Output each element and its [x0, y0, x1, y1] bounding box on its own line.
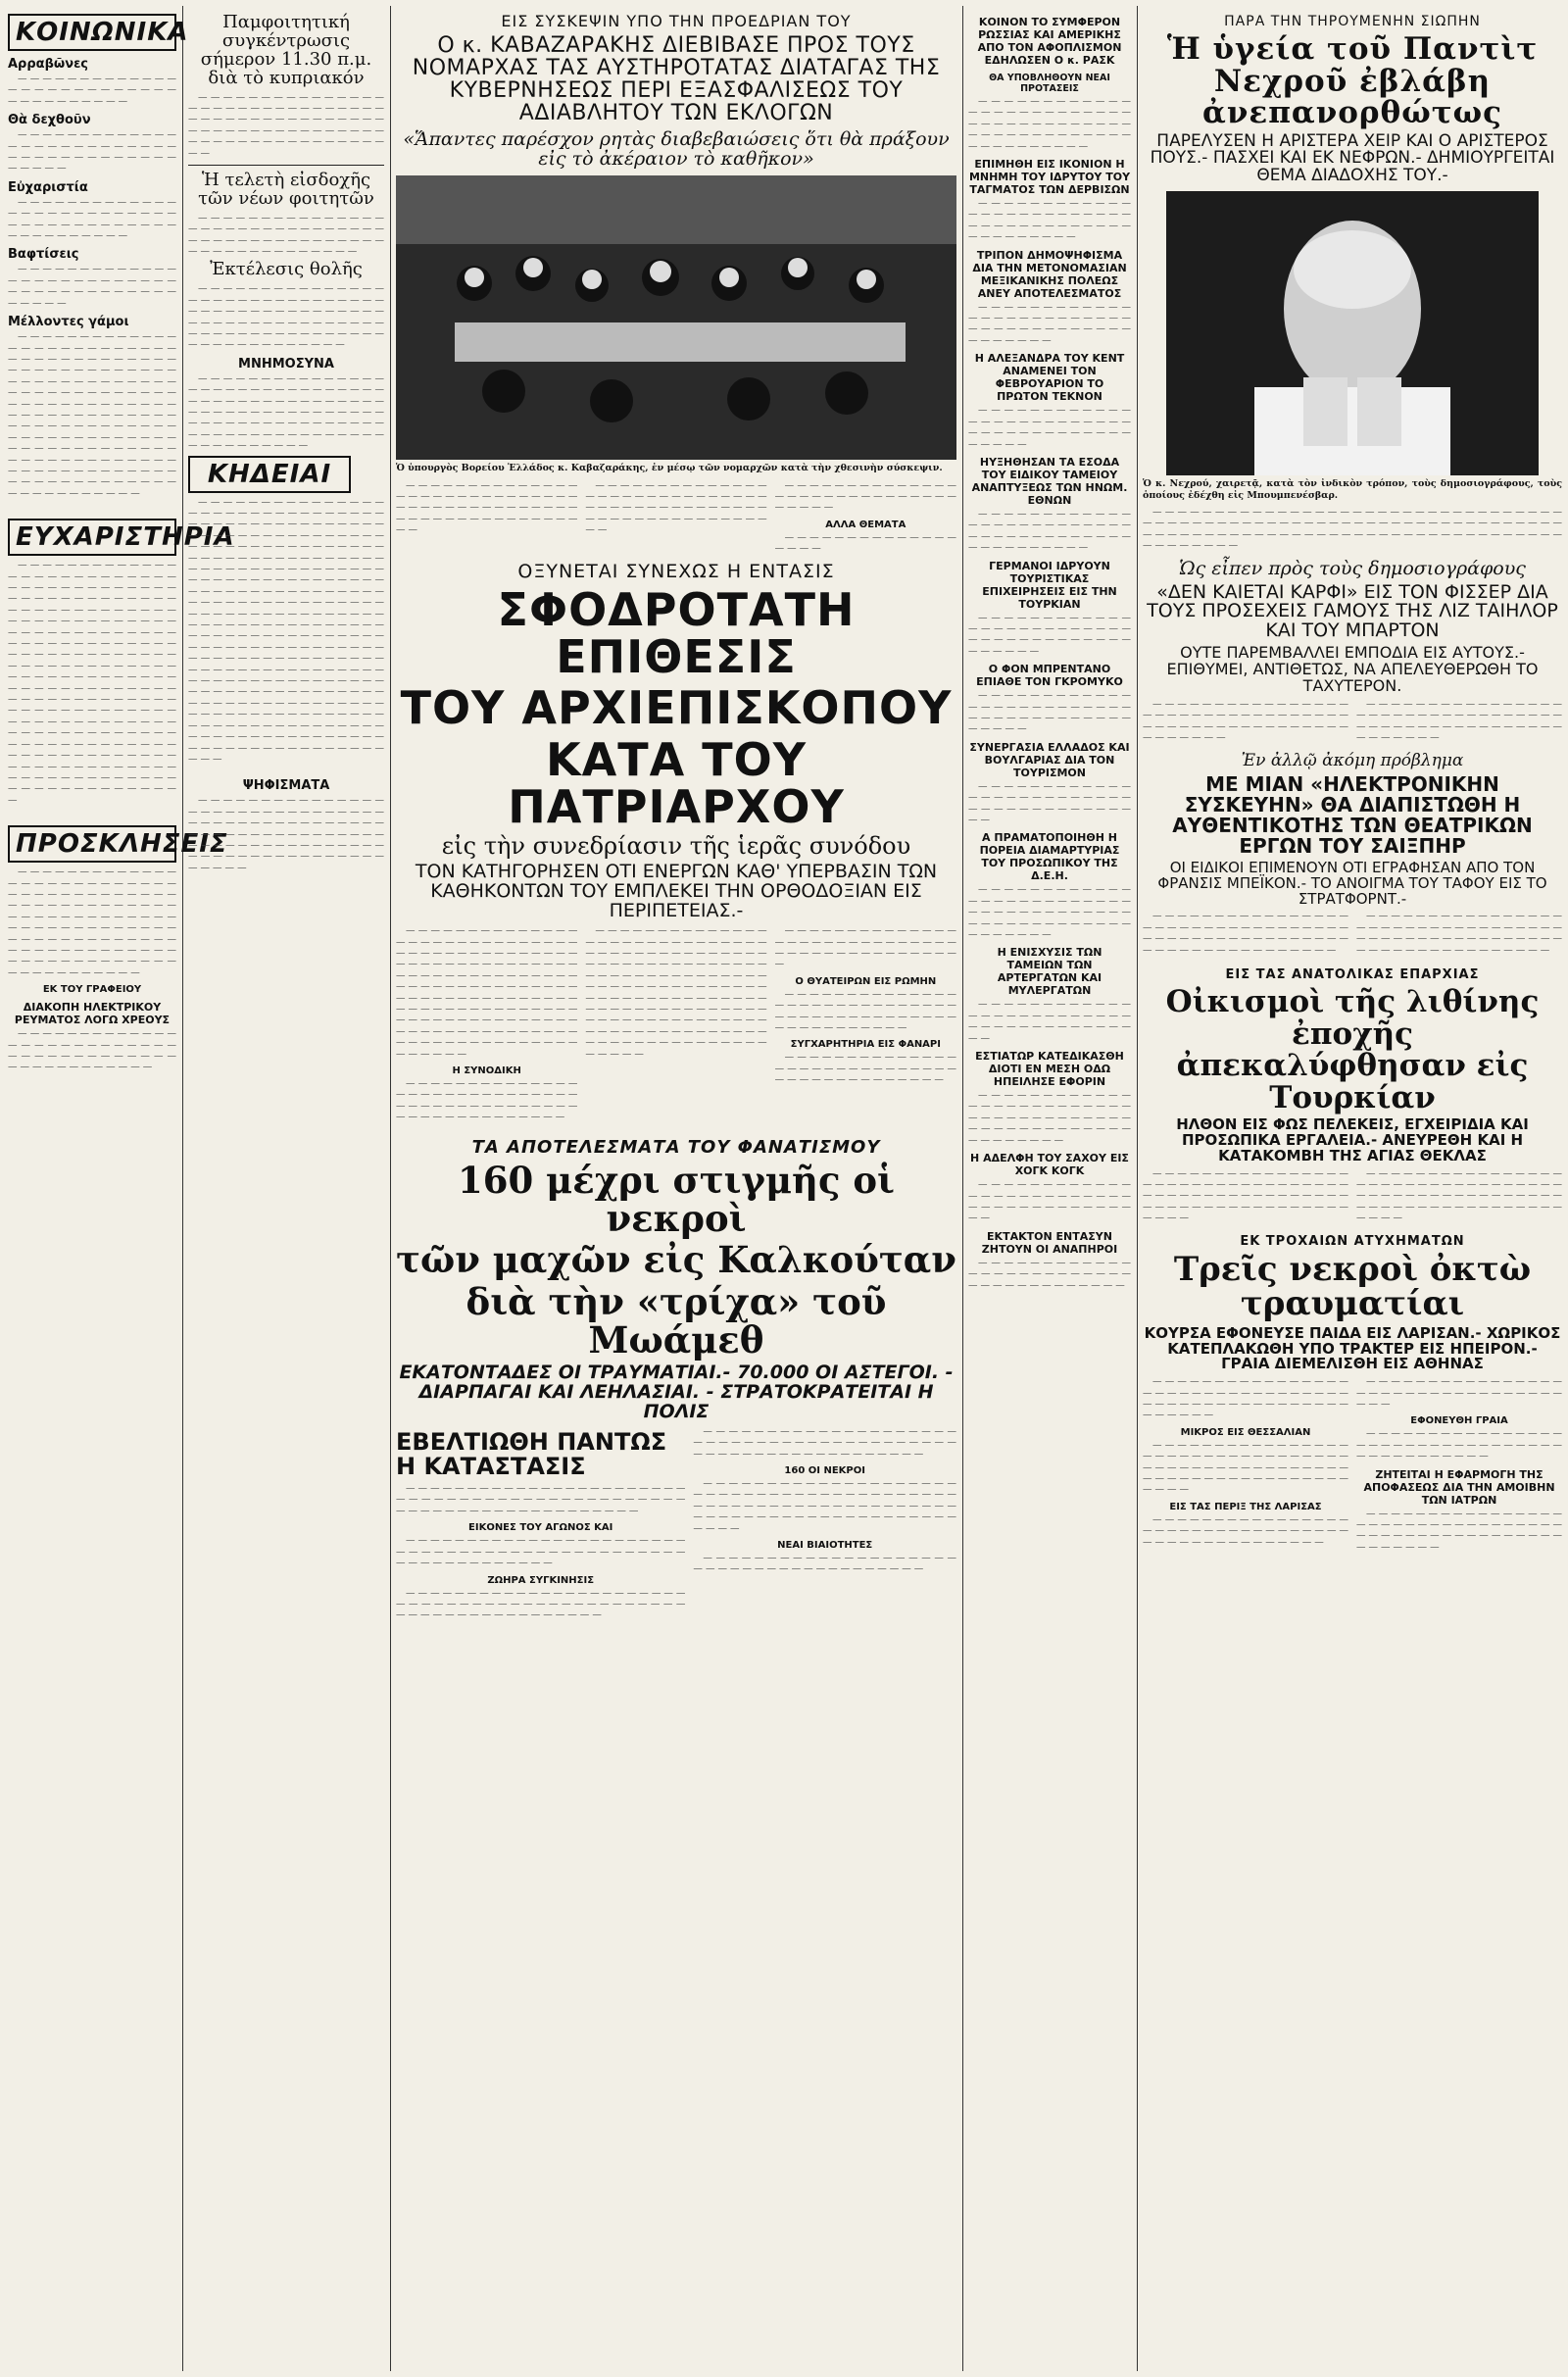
subhead-baptisms: Βαφτίσεις: [8, 247, 79, 263]
nehru-photo: [1166, 191, 1539, 475]
headline-disabled: ΕΚΤΑΚΤΟΝ ΕΝΤΑΣΥΝ ΖΗΤΟΥΝ ΟΙ ΑΝΑΠΗΡΟΙ: [981, 1229, 1118, 1256]
section-title-invitations: ΠΡΟΣΚΛΗΣΕΙΣ: [8, 825, 176, 863]
kicker-nehru: ΠΑΡΑ ΤΗΝ ΤΗΡΟΥΜΕΝΗΝ ΣΙΩΠΗΝ: [1224, 14, 1481, 29]
subhead-new-violence: ΝΕΑΙ ΒΙΑΙΟΤΗΤΕΣ: [777, 1539, 873, 1551]
kicker-meeting: ΕΙΣ ΣΥΣΚΕΨΙΝ ΥΠΟ ΤΗΝ ΠΡΟΕΔΡΙΑΝ ΤΟΥ: [501, 12, 852, 30]
subhead-thanks: Εὐχαριστία: [8, 179, 88, 195]
headline-alexandra: Η ΑΛΕΞΑΝΔΡΑ ΤΟΥ ΚΕΝΤ ΑΝΑΜΕΝΕΙ ΤΟΝ ΦΕΒΡΟΥΑΡΙΟΝ ΤΟ ΠΡΩΤΟΝ ΤΕΚΝΟΝ: [974, 352, 1125, 404]
column-social: ΚΟΙΝΩΝΙΚΑ Αρραβῶνες — — — — — — — — — — — — — — — — — — — — — — — — — — — — — — — — — — — — Θὰ δεχθοῦν — — — — — — — — — — — — — — — — — — — — — — — — — — — — — — — — — — — — — — — — — — — — Εὐχαριστία — — — — — — — — — — — — — — — — — — — — — — — — — — — — — — — — — — — — — — — — — — — — — — — — — Βαφτίσεις — — — — — — — — — — — — — — — — — — — — — — — — — — — — — — — — — — — — — — — — — — — — Μέλλοντες γάμοι — — — — — — — — — — — — — — — — — — — — — — — — — — — — — — — — — — — — — — — — — — — — — — — — — — — — — — — — — — — — — — — — — — — — — — — — — — — — — — — — — — — — — — — — — — — — — — — — — — — — — — — — — — — — — — — — — — — — — — — — — — — — — — — — — — — — — — — — — — — — — — — — — — — — — — — — — — — — — — — — — — — — — — — — — — — — — — — — — — — — — — — — — — — — — — — — — ΕΥΧΑΡΙΣΤΗΡΙΑ — — — — — — — — — — — — — — — — — — — — — — — — — — — — — — — — — — — — — — — — — — — — — — — — — — — — — — — — — — — — — — — — — — — — — — — — — — — — — — — — — — — — — — — — — — — — — — — — — — — — — — — — — — — — — — — — — — — — — — — — — — — — — — — — — — — — — — — — — — — — — — — — — — — — — — — — — — — — — — — — — — — — — — — — — — — — — — — — — — — — — — — — — — — — — — — — — — — — — — — — — — — — — — — — — — — — — — — — — — — — — — — — — — — — — — — — — — — — — — — — — — — — — — — — — — — — — — — — — — — — — — — — — — — — — — — — — — ΠΡΟΣΚΛΗΣΕΙΣ — — — — — — — — — — — — — — — — — — — — — — — — — — — — — — — — — — — — — — — — — — — — — — — — — — — — — — — — — — — — — — — — — — — — — — — — — — — — — — — — — — — — — — — — — — — — — — — — — — — — — — — — — — — — — — — — — — — — — — — — — — — — — — — — ΕΚ ΤΟΥ ΓΡΑΦΕΙΟΥ ΔΙΑΚΟΠΗ ΗΛΕΚΤΡΙΚΟΥ ΡΕΥΜΑΤΟΣ ΛΟΓΩ ΧΡΕΟΥΣ — — — — — — — — — — — — — — — — — — — — — — — — — — — — — — — — — — — — — — — — — — — — — — — — — — —: [8, 10, 176, 2377]
deck-shakespeare: ΟΙ ΕΙΔΙΚΟΙ ΕΠΙΜΕΝΟΥΝ ΟΤΙ ΕΓΡΑΦΗΣΑΝ ΑΠΟ ΤΟΝ ΦΡΑΝΣΙΣ ΜΠΕΪΚΟΝ.- ΤΟ ΑΝΟΙΓΜΑ ΤΟΥ ΤΑΦΟΥ ΕΙΣ ΤΟ ΣΤΡΑΤΦΟΡΝΤ.-: [1157, 859, 1547, 908]
headline-execution: Ἐκτέλεσις θολῆς: [210, 259, 363, 280]
headline-attack-2: ΤΟΥ ΑΡΧΙΕΠΙΣΚΟΠΟΥ: [400, 681, 953, 735]
kicker-accidents: ΕΚ ΤΡΟΧΑΙΩΝ ΑΤΥΧΗΜΑΤΩΝ: [1240, 1233, 1465, 1249]
subhead-emotion: ΖΩΗΡΑ ΣΥΓΚΙΝΗΣΙΣ: [487, 1574, 595, 1586]
headline-fisher: «ΔΕΝ ΚΑΙΕΤΑΙ ΚΑΡΦΙ» ΕΙΣ ΤΟΝ ΦΙΣΣΕΡ ΔΙΑ ΤΟΥΣ ΠΡΟΣΕΧΕΙΣ ΓΑΜΟΥΣ ΤΗΣ ΛΙΖ ΤΑΙΗΛΟΡ ΚΑΙ ΤΟΥ ΜΠΑΡΤΟΝ: [1147, 580, 1558, 642]
headline-germans-turkey: ΓΕΡΜΑΝΟΙ ΙΔΡΥΟΥΝ ΤΟΥΡΙΣΤΙΚΑΣ ΕΠΙΧΕΙΡΗΣΕΙΣ ΕΙΣ ΤΗΝ ΤΟΥΡΚΙΑΝ: [982, 559, 1117, 611]
headline-student-induction: Ἡ τελετὴ εἰσδοχῆς τῶν νέων φοιτητῶν: [198, 170, 374, 209]
headline-attack-3: ΚΑΤΑ ΤΟΥ ΠΑΤΡΙΑΡΧΟΥ: [508, 732, 845, 833]
column-rule: [1137, 6, 1138, 2371]
heading-resolutions: ΨΗΦΙΣΜΑΤΑ: [242, 778, 330, 794]
subhead-other-topics: ΑΛΛΑ ΘΕΜΑΤΑ: [825, 519, 906, 530]
power-cut-notice: ΔΙΑΚΟΠΗ ΗΛΕΚΤΡΙΚΟΥ ΡΕΥΜΑΤΟΣ ΛΟΓΩ ΧΡΕΟΥΣ: [14, 1001, 171, 1027]
headline-mexico: ΤΡΙΠΟΝ ΔΗΜΟΨΗΦΙΣΜΑ ΔΙΑ ΤΗΝ ΜΕΤΟΝΟΜΑΣΙΑΝ ΜΕΞΙΚΑΝΙΚΗΣ ΠΟΛΕΩΣ ΑΝΕΥ ΑΠΟΤΕΛΕΣΜΑΤΟΣ: [972, 248, 1127, 300]
nehru-photo-caption: Ὁ κ. Νεχρού, χαιρετᾷ, κατὰ τὸν ἰνδικὸν τρόπον, τοὺς δημοσιογράφους, τοὺς ὁποίους ἐδέχθη εἰς Μπουμπενέσβαρ.: [1143, 478, 1562, 501]
column-right-front: ΠΑΡΑ ΤΗΝ ΤΗΡΟΥΜΕΝΗΝ ΣΙΩΠΗΝ Ἡ ὑγεία τοῦ Παντὶτ Νεχροῦ ἐβλάβη ἀνεπανορθώτως ΠΑΡΕΛΥΣΕΝ Η ΑΡΙΣΤΕΡΑ ΧΕΙΡ ΚΑΙ Ο ΑΡΙΣΤΕΡΟΣ ΠΟΥΣ.- ΠΑΣΧΕΙ ΚΑΙ ΕΚ ΝΕΦΡΩΝ.- ΔΗΜΙΟΥΡΓΕΙΤΑΙ ΘΕΜΑ ΔΙΑΔΟΧΗΣ ΤΟΥ.- Ὁ κ. Νεχρού, χαιρετᾷ, κατὰ τὸν ἰνδικὸν τρόπον, τοὺς δημοσιογράφους, τοὺς ὁποίους ἐδέχθη εἰς Μπουμπενέσβαρ. — — — — — — — — — — — — — — — — — — — — — — — — — — — — — — — — — — — — — — — — — — — — — — — — — — — — — — — — — — — — — — — — — — — — — — — — — — — — — — — — — — — — — — — — — — — — — — — — — — — — — — — — — — — — — Ὡς εἶπεν πρὸς τοὺς δημοσιογράφους «ΔΕΝ ΚΑΙΕΤΑΙ ΚΑΡΦΙ» ΕΙΣ ΤΟΝ ΦΙΣΣΕΡ ΔΙΑ ΤΟΥΣ ΠΡΟΣΕΧΕΙΣ ΓΑΜΟΥΣ ΤΗΣ ΛΙΖ ΤΑΙΗΛΟΡ ΚΑΙ ΤΟΥ ΜΠΑΡΤΟΝ ΟΥΤΕ ΠΑΡΕΜΒΑΛΛΕΙ ΕΜΠΟΔΙΑ ΕΙΣ ΑΥΤΟΥΣ.- ΕΠΙΘΥΜΕΙ, ΑΝΤΙΘΕΤΩΣ, ΝΑ ΑΠΕΛΕΥΘΕΡΩΘΗ ΤΟ ΤΑΧΥΤΕΡΟΝ. — — — — — — — — — — — — — — — — — — — — — — — — — — — — — — — — — — — — — — — — — — — — — — — — — — — — — — — — — — — — — — — — — — — — — — — — — — — — — — — — — — — — — — — — — — — — — — — — — — — — — — — — — — — — — — — — — — Ἐν ἀλλῷ ἀκόμη πρόβλημα ΜΕ ΜΙΑΝ «ΗΛΕΚΤΡΟΝΙΚΗΝ ΣΥΣΚΕΥΗΝ» ΘΑ ΔΙΑΠΙΣΤΩΘΗ Η ΑΥΘΕΝΤΙΚΟΤΗΣ ΤΩΝ ΘΕΑΤΡΙΚΩΝ ΕΡΓΩΝ ΤΟΥ ΣΑΙΞΠΗΡ ΟΙ ΕΙΔΙΚΟΙ ΕΠΙΜΕΝΟΥΝ ΟΤΙ ΕΓΡΑΦΗΣΑΝ ΑΠΟ ΤΟΝ ΦΡΑΝΣΙΣ ΜΠΕΪΚΟΝ.- ΤΟ ΑΝΟΙΓΜΑ ΤΟΥ ΤΑΦΟΥ ΕΙΣ ΤΟ ΣΤΡΑΤΦΟΡΝΤ.- — — — — — — — — — — — — — — — — — — — — — — — — — — — — — — — — — — — — — — — — — — — — — — — — — — — — — — — — — — — — — — — — — — — — — — — — — — — — — — — — — — — — — — — — — — — — — — — — — — — — — — — — — — — — — — — — — — — — — — — — — — — — — — — — — — — — ΕΙΣ ΤΑΣ ΑΝΑΤΟΛΙΚΑΣ ΕΠΑΡΧΙΑΣ Οἰκισμοὶ τῆς λιθίνης ἐποχῆς ἀπεκαλύφθησαν εἰς Τουρκίαν ΗΛΘΟΝ ΕΙΣ ΦΩΣ ΠΕΛΕΚΕΙΣ, ΕΓΧΕΙΡΙΔΙΑ ΚΑΙ ΠΡΟΣΩΠΙΚΑ ΕΡΓΑΛΕΙΑ.- ΑΝΕΥΡΕΘΗ ΚΑΙ Η ΚΑΤΑΚΟΜΒΗ ΤΗΣ ΑΓΙΑΣ ΘΕΚΛΑΣ — — — — — — — — — — — — — — — — — — — — — — — — — — — — — — — — — — — — — — — — — — — — — — — — — — — — — — — — — — — — — — — — — — — — — — — — — — — — — — — — — — — — — — — — — — — — — — — — — — — — — — — — — — — — — — — — — — — — — — — — — — — — — — — — — — — — — — — — — — — — — — ΕΚ ΤΡΟΧΑΙΩΝ ΑΤΥΧΗΜΑΤΩΝ Τρεῖς νεκροὶ ὀκτὼ τραυματίαι ΚΟΥΡΣΑ ΕΦΟΝΕΥΣΕ ΠΑΙΔΑ ΕΙΣ ΛΑΡΙΣΑΝ.- ΧΩΡΙΚΟΣ ΚΑΤΕΠΛΑΚΩΘΗ ΥΠΟ ΤΡΑΚΤΕΡ ΕΙΣ ΗΠΕΙΡΟΝ.- ΓΡΑΙΑ ΔΙΕΜΕΛΙΣΘΗ ΕΙΣ ΑΘΗΝΑΣ — — — — — — — — — — — — — — — — — — — — — — — — — — — — — — — — — — — — — — — — — — — — — — — — — — — — — — — — ΜΙΚΡΟΣ ΕΙΣ ΘΕΣΣΑΛΙΑΝ — — — — — — — — — — — — — — — — — — — — — — — — — — — — — — — — — — — — — — — — — — — — — — — — — — — — — — — — — — — — — — — — — — — — — — — ΕΙΣ ΤΑΣ ΠΕΡΙΞ ΤΗΣ ΛΑΡΙΣΑΣ — — — — — — — — — — — — — — — — — — — — — — — — — — — — — — — — — — — — — — — — — — — — — — — — — — — — — — — — — — — — — — — — — — — — — — — — — — — — — — — — — — — — ΕΦΟΝΕΥΘΗ ΓΡΑΙΑ — — — — — — — — — — — — — — — — — — — — — — — — — — — — — — — — — — — — — — — — — — — — ΖΗΤΕΙΤΑΙ Η ΕΦΑΡΜΟΓΗ ΤΗΣ ΑΠΟΦΑΣΕΩΣ ΔΙΑ ΤΗΝ ΑΜΟΙΒΗΝ ΤΩΝ ΙΑΤΡΩΝ — — — — — — — — — — — — — — — — — — — — — — — — — — — — — — — — — — — — — — — — — — — — — — — — — — — — — — — — —: [1143, 14, 1562, 1553]
deck-kavazarakis: «Ἅπαντες παρέσχον ρητὰς διαβεβαιώσεις ὅτι θὰ πράξουν εἰς τὸ ἀκέραιον τὸ καθῆκον»: [403, 128, 950, 171]
headline-calcutta-2: τῶν μαχῶν εἰς Καλκούταν: [396, 1238, 956, 1282]
office-note: ΕΚ ΤΟΥ ΓΡΑΦΕΙΟΥ: [42, 984, 142, 996]
headline-doctors-pay: ΖΗΤΕΙΤΑΙ Η ΕΦΑΡΜΟΓΗ ΤΗΣ ΑΠΟΦΑΣΕΩΣ ΔΙΑ ΤΗΝ ΑΜΟΙΒΗΝ ΤΩΝ ΙΑΤΡΩΝ: [1363, 1467, 1555, 1507]
subhead-battle-images: ΕΙΚΟΝΕΣ ΤΟΥ ΑΓΩΝΟΣ ΚΑΙ: [468, 1522, 613, 1534]
column-world-briefs: ΚΟΙΝΟΝ ΤΟ ΣΥΜΦΕΡΟΝ ΡΩΣΣΙΑΣ ΚΑΙ ΑΜΕΡΙΚΗΣ ΑΠΟ ΤΟΝ ΑΦΟΠΛΙΣΜΟΝ ΕΔΗΛΩΣΕΝ Ο κ. ΡΑΣΚ ΘΑ ΥΠΟΒΛΗΘΟΥΝ ΝΕΑΙ ΠΡΟΤΑΣΕΙΣ — — — — — — — — — — — — — — — — — — — — — — — — — — — — — — — — — — — — — — — — — — — — — — — — — — — — — — — — — — — — — ΕΠΙΜΗΘΗ ΕΙΣ ΙΚΟΝΙΟΝ Η ΜΝΗΜΗ ΤΟΥ ΙΔΡΥΤΟΥ ΤΟΥ ΤΑΓΜΑΤΟΣ ΤΩΝ ΔΕΡΒΙΣΩΝ — — — — — — — — — — — — — — — — — — — — — — — — — — — — — — — — — — — — — — — — — — — — — — — ΤΡΙΠΟΝ ΔΗΜΟΨΗΦΙΣΜΑ ΔΙΑ ΤΗΝ ΜΕΤΟΝΟΜΑΣΙΑΝ ΜΕΞΙΚΑΝΙΚΗΣ ΠΟΛΕΩΣ ΑΝΕΥ ΑΠΟΤΕΛΕΣΜΑΤΟΣ — — — — — — — — — — — — — — — — — — — — — — — — — — — — — — — — — — — — — — — — — — — — — Η ΑΛΕΞΑΝΔΡΑ ΤΟΥ ΚΕΝΤ ΑΝΑΜΕΝΕΙ ΤΟΝ ΦΕΒΡΟΥΑΡΙΟΝ ΤΟ ΠΡΩΤΟΝ ΤΕΚΝΟΝ — — — — — — — — — — — — — — — — — — — — — — — — — — — — — — — — — — — — — — — — — — — ΗΥΞΗΘΗΣΑΝ ΤΑ ΕΣΟΔΑ ΤΟΥ ΕΙΔΙΚΟΥ ΤΑΜΕΙΟΥ ΑΝΑΠΤΥΞΕΩΣ ΤΩΝ ΗΝΩΜ. ΕΘΝΩΝ — — — — — — — — — — — — — — — — — — — — — — — — — — — — — — — — — — — — — — — — — — — — — — — — ΓΕΡΜΑΝΟΙ ΙΔΡΥΟΥΝ ΤΟΥΡΙΣΤΙΚΑΣ ΕΠΙΧΕΙΡΗΣΕΙΣ ΕΙΣ ΤΗΝ ΤΟΥΡΚΙΑΝ — — — — — — — — — — — — — — — — — — — — — — — — — — — — — — — — — — — — — — — — — — — — Ο ΦΟΝ ΜΠΡΕΝΤΑΝΟ ΕΠΙΑΘΕ ΤΟΝ ΓΚΡΟΜΥΚΟ — — — — — — — — — — — — — — — — — — — — — — — — — — — — — — — — — — — — — — — — — — — ΣΥΝΕΡΓΑΣΙΑ ΕΛΛΑΔΟΣ ΚΑΙ ΒΟΥΛΓΑΡΙΑΣ ΔΙΑ ΤΟΝ ΤΟΥΡΙΣΜΟΝ — — — — — — — — — — — — — — — — — — — — — — — — — — — — — — — — — — — — — — — — Α ΠΡΑΜΑΤΟΠΟΙΗΘΗ Η ΠΟΡΕΙΑ ΔΙΑΜΑΡΤΥΡΙΑΣ ΤΟΥ ΠΡΟΣΩΠΙΚΟΥ ΤΗΣ Δ.Ε.Η. — — — — — — — — — — — — — — — — — — — — — — — — — — — — — — — — — — — — — — — — — — — — — — — — — — — — — — — — — — Η ΕΝΙΣΧΥΣΙΣ ΤΩΝ ΤΑΜΕΙΩΝ ΤΩΝ ΑΡΤΕΡΓΑΤΩΝ ΚΑΙ ΜΥΛΕΡΓΑΤΩΝ — — — — — — — — — — — — — — — — — — — — — — — — — — — — — — — — — — — — — — — — ΕΣΤΙΑΤΩΡ ΚΑΤΕΔΙΚΑΣΘΗ ΔΙΟΤΙ ΕΝ ΜΕΣΗ ΟΔΩ ΗΠΕΙΛΗΣΕ ΕΦΟΡΙΝ — — — — — — — — — — — — — — — — — — — — — — — — — — — — — — — — — — — — — — — — — — — — — — — — — — — — — — — — — — — Η ΑΔΕΛΦΗ ΤΟΥ ΣΑΧΟΥ ΕΙΣ ΧΟΓΚ ΚΟΓΚ — — — — — — — — — — — — — — — — — — — — — — — — — — — — — — — — — — — — — — — — ΕΚΤΑΚΤΟΝ ΕΝΤΑΣΥΝ ΖΗΤΟΥΝ ΟΙ ΑΝΑΠΗΡΟΙ — — — — — — — — — — — — — — — — — — — — — — — — — — — — — — — — — — — — — —: [968, 16, 1131, 1291]
section-title-funerals: ΚΗΔΕΙΑΙ: [188, 456, 351, 493]
headline-kavazarakis: Ο κ. ΚΑΒΑΖΑΡΑΚΗΣ ΔΙΕΒΙΒΑΣΕ ΠΡΟΣ ΤΟΥΣ ΝΟΜΑΡΧΑΣ ΤΑΣ ΑΥΣΤΗΡΟΤΑΤΑΣ ΔΙΑΤΑΓΑΣ ΤΗΣ ΚΥΒΕΡΝΗΣΕΩΣ ΠΕΡΙ ΕΞΑΣΦΑΛΙΣΕΩΣ ΤΟΥ ΑΔΙΑΒΛΗΤΟΥ ΤΩΝ ΕΚΛΟΓΩΝ: [412, 33, 941, 126]
headline-bakers-funds: Η ΕΝΙΣΧΥΣΙΣ ΤΩΝ ΤΑΜΕΙΩΝ ΤΩΝ ΑΡΤΕΡΓΑΤΩΝ ΚΑΙ ΜΥΛΕΡΓΑΤΩΝ: [997, 946, 1102, 998]
deck-accidents: ΚΟΥΡΣΑ ΕΦΟΝΕΥΣΕ ΠΑΙΔΑ ΕΙΣ ΛΑΡΙΣΑΝ.- ΧΩΡΙΚΟΣ ΚΑΤΕΠΛΑΚΩΘΗ ΥΠΟ ΤΡΑΚΤΕΡ ΕΙΣ ΗΠΕΙΡΟΝ.- ΓΡΑΙΑ ΔΙΕΜΕΛΙΣΘΗ ΕΙΣ ΑΘΗΝΑΣ: [1144, 1323, 1561, 1373]
subhead-synod: Η ΣΥΝΟΔΙΚΗ: [452, 1065, 521, 1077]
kicker-fisher: Ὡς εἶπεν πρὸς τοὺς δημοσιογράφους: [1179, 557, 1526, 579]
deck-attack: ΤΟΝ ΚΑΤΗΓΟΡΗΣΕΝ ΟΤΙ ΕΝΕΡΓΩΝ ΚΑΘ' ΥΠΕΡΒΑΣΙΝ ΤΩΝ ΚΑΘΗΚΟΝΤΩΝ ΤΟΥ ΕΜΠΛΕΚΕΙ ΤΗΝ ΟΡΘΟΔΟΞΙΑΝ ΕΙΣ ΠΕΡΙΠΕΤΕΙΑΣ.-: [415, 861, 938, 922]
section-title-social: ΚΟΙΝΩΝΙΚΑ: [8, 14, 176, 51]
headline-tourism: ΣΥΝΕΡΓΑΣΙΑ ΕΛΛΑΔΟΣ ΚΑΙ ΒΟΥΛΓΑΡΙΑΣ ΔΙΑ ΤΟΝ ΤΟΥΡΙΣΜΟΝ: [969, 740, 1130, 779]
subhead-thyateira: Ο ΘΥΑΤΕΙΡΩΝ ΕΙΣ ΡΩΜΗΝ: [795, 975, 937, 987]
heading-memorials: ΜΝΗΜΟΣΥΝΑ: [238, 356, 334, 371]
headline-accidents: Τρεῖς νεκροὶ ὀκτὼ τραυματίαι: [1173, 1249, 1532, 1324]
headline-calcutta-1: 160 μέχρι στιγμῆς οἱ νεκροὶ: [458, 1158, 895, 1240]
headline-restaurateur: ΕΣΤΙΑΤΩΡ ΚΑΤΕΔΙΚΑΣΘΗ ΔΙΟΤΙ ΕΝ ΜΕΣΗ ΟΔΩ ΗΠΕΙΛΗΣΕ ΕΦΟΡΙΝ: [975, 1050, 1124, 1089]
deck-fisher: ΟΥΤΕ ΠΑΡΕΜΒΑΛΛΕΙ ΕΜΠΟΔΙΑ ΕΙΣ ΑΥΤΟΥΣ.- ΕΠΙΘΥΜΕΙ, ΑΝΤΙΘΕΤΩΣ, ΝΑ ΑΠΕΛΕΥΘΕΡΩΘΗ ΤΟ ΤΑΧΥΤΕΡΟΝ.: [1166, 643, 1539, 695]
headline-brentano: Ο ΦΟΝ ΜΠΡΕΝΤΑΝΟ ΕΠΙΑΘΕ ΤΟΝ ΓΚΡΟΜΥΚΟ: [976, 663, 1123, 689]
headline-rusk: ΚΟΙΝΟΝ ΤΟ ΣΥΜΦΕΡΟΝ ΡΩΣΣΙΑΣ ΚΑΙ ΑΜΕΡΙΚΗΣ ΑΠΟ ΤΟΝ ΑΦΟΠΛΙΣΜΟΝ ΕΔΗΛΩΣΕΝ Ο κ. ΡΑΣΚ: [977, 16, 1122, 67]
headline-un-fund: ΗΥΞΗΘΗΣΑΝ ΤΑ ΕΣΟΔΑ ΤΟΥ ΕΙΔΙΚΟΥ ΤΑΜΕΙΟΥ ΑΝΑΠΤΥΞΕΩΣ ΤΩΝ ΗΝΩΜ. ΕΘΝΩΝ: [971, 455, 1128, 507]
headline-calcutta-3: διὰ τὴν «τρίχα» τοῦ Μωάμεθ: [466, 1280, 887, 1362]
kicker-turkey: ΕΙΣ ΤΑΣ ΑΝΑΤΟΛΙΚΑΣ ΕΠΑΡΧΙΑΣ: [1225, 967, 1480, 983]
kicker-shakespeare: Ἐν ἀλλῷ ἀκόμη πρόβλημα: [1241, 751, 1464, 771]
deck-stone-age: ΗΛΘΟΝ ΕΙΣ ΦΩΣ ΠΕΛΕΚΕΙΣ, ΕΓΧΕΙΡΙΔΙΑ ΚΑΙ ΠΡΟΣΩΠΙΚΑ ΕΡΓΑΛΕΙΑ.- ΑΝΕΥΡΕΘΗ ΚΑΙ Η ΚΑΤΑΚΟΜΒΗ ΤΗΣ ΑΓΙΑΣ ΘΕΚΛΑΣ: [1176, 1115, 1529, 1164]
headline-improved: ΕΒΕΛΤΙΩΘΗ ΠΑΝΤΩΣ Η ΚΑΤΑΣΤΑΣΙΣ: [396, 1427, 667, 1480]
headline-nehru: Ἡ ὑγεία τοῦ Παντὶτ Νεχροῦ ἐβλάβη ἀνεπανορθώτως: [1166, 31, 1539, 131]
column-rule: [182, 6, 183, 2371]
meeting-photo-caption: Ὁ ὑπουργὸς Βορείου Ἑλλάδος κ. Καβαζαράκης, ἐν μέσῳ τῶν νομαρχῶν κατὰ τὴν χθεσινὴν σύσκεψιν.: [396, 463, 943, 474]
column-center-front: ΕΙΣ ΣΥΣΚΕΨΙΝ ΥΠΟ ΤΗΝ ΠΡΟΕΔΡΙΑΝ ΤΟΥ Ο κ. ΚΑΒΑΖΑΡΑΚΗΣ ΔΙΕΒΙΒΑΣΕ ΠΡΟΣ ΤΟΥΣ ΝΟΜΑΡΧΑΣ ΤΑΣ ΑΥΣΤΗΡΟΤΑΤΑΣ ΔΙΑΤΑΓΑΣ ΤΗΣ ΚΥΒΕΡΝΗΣΕΩΣ ΠΕΡΙ ΕΞΑΣΦΑΛΙΣΕΩΣ ΤΟΥ ΑΔΙΑΒΛΗΤΟΥ ΤΩΝ ΕΚΛΟΓΩΝ «Ἅπαντες παρέσχον ρητὰς διαβεβαιώσεις ὅτι θὰ πράξουν εἰς τὸ ἀκέραιον τὸ καθῆκον» Ὁ ὑπουργὸς Βορείου Ἑλλάδος κ. Καβαζαράκης, ἐν μέσῳ τῶν νομαρχῶν κατὰ τὴν χθεσινὴν σύσκεψιν. — — — — — — — — — — — — — — — — — — — — — — — — — — — — — — — — — — — — — — — — — — — — — — — — — — — — — — — — — — — — — — — — — — — — — — — — — — — — — — — — — — — — — — — — — — — — — — — — — — — — — — — — — — — — — — — — — — — — — — — — — — — — — — — — — — — — — — — — — — — — — — — — — — — — — — — — — — — — ΑΛΛΑ ΘΕΜΑΤΑ — — — — — — — — — — — — — — — — — — ΟΞΥΝΕΤΑΙ ΣΥΝΕΧΩΣ Η ΕΝΤΑΣΙΣ ΣΦΟΔΡΟΤΑΤΗ ΕΠΙΘΕΣΙΣ ΤΟΥ ΑΡΧΙΕΠΙΣΚΟΠΟΥ ΚΑΤΑ ΤΟΥ ΠΑΤΡΙΑΡΧΟΥ εἰς τὴν συνεδρίασιν τῆς ἱερᾶς συνόδου ΤΟΝ ΚΑΤΗΓΟΡΗΣΕΝ ΟΤΙ ΕΝΕΡΓΩΝ ΚΑΘ' ΥΠΕΡΒΑΣΙΝ ΤΩΝ ΚΑΘΗΚΟΝΤΩΝ ΤΟΥ ΕΜΠΛΕΚΕΙ ΤΗΝ ΟΡΘΟΔΟΞΙΑΝ ΕΙΣ ΠΕΡΙΠΕΤΕΙΑΣ.- — — — — — — — — — — — — — — — — — — — — — — — — — — — — — — — — — — — — — — — — — — — — — — — — — — — — — — — — — — — — — — — — — — — — — — — — — — — — — — — — — — — — — — — — — — — — — — — — — — — — — — — — — — — — — — — — — — — — — — — — — — — — — — — — — — — — — — — — — — — — — — — — — — — — — — — — — — — — — — — — — — — — — — — — — — Η ΣΥΝΟΔΙΚΗ — — — — — — — — — — — — — — — — — — — — — — — — — — — — — — — — — — — — — — — — — — — — — — — — — — — — — — — — — — — — — — — — — — — — — — — — — — — — — — — — — — — — — — — — — — — — — — — — — — — — — — — — — — — — — — — — — — — — — — — — — — — — — — — — — — — — — — — — — — — — — — — — — — — — — — — — — — — — — — — — — — — — — — — — — — — — — — — — — — — — — — — — — — — — — — — — — — — — — — — — — — — — — — — — — — — — — — — — — — — — — — — — — — — — — — — — — — — — — — — — — — — — — — — — — — — — — — — — — — — — — — — — — — — — — — — — Ο ΘΥΑΤΕΙΡΩΝ ΕΙΣ ΡΩΜΗΝ — — — — — — — — — — — — — — — — — — — — — — — — — — — — — — — — — — — — — — — — — — — — — — — — — — — — — — — ΣΥΓΧΑΡΗΤΗΡΙΑ ΕΙΣ ΦΑΝΑΡΙ — — — — — — — — — — — — — — — — — — — — — — — — — — — — — — — — — — — — — — — — — — — ΤΑ ΑΠΟΤΕΛΕΣΜΑΤΑ ΤΟΥ ΦΑΝΑΤΙΣΜΟΥ 160 μέχρι στιγμῆς οἱ νεκροὶ τῶν μαχῶν εἰς Καλκούταν διὰ τὴν «τρίχα» τοῦ Μωάμεθ ΕΚΑΤΟΝΤΑΔΕΣ ΟΙ ΤΡΑΥΜΑΤΙΑΙ.- 70.000 ΟΙ ΑΣΤΕΓΟΙ. - ΔΙΑΡΠΑΓΑΙ ΚΑΙ ΛΕΗΛΑΣΙΑΙ. - ΣΤΡΑΤΟΚΡΑΤΕΙΤΑΙ Η ΠΟΛΙΣ ΕΒΕΛΤΙΩΘΗ ΠΑΝΤΩΣ Η ΚΑΤΑΣΤΑΣΙΣ — — — — — — — — — — — — — — — — — — — — — — — — — — — — — — — — — — — — — — — — — — — — — — — — — — — — — — — — — — — — — — — — — — ΕΙΚΟΝΕΣ ΤΟΥ ΑΓΩΝΟΣ ΚΑΙ — — — — — — — — — — — — — — — — — — — — — — — — — — — — — — — — — — — — — — — — — — — — — — — — — — — — — — — — — — — ΖΩΗΡΑ ΣΥΓΚΙΝΗΣΙΣ — — — — — — — — — — — — — — — — — — — — — — — — — — — — — — — — — — — — — — — — — — — — — — — — — — — — — — — — — — — — — — — — — — — — — — — — — — — — — — — — — — — — — — — — — — — — — — — — — — — — — — — — — — — — — — — — — — — — — — — — — — — 160 ΟΙ ΝΕΚΡΟΙ — — — — — — — — — — — — — — — — — — — — — — — — — — — — — — — — — — — — — — — — — — — — — — — — — — — — — — — — — — — — — — — — — — — — — — — — — — — — — — — — — — — — — — — ΝΕΑΙ ΒΙΑΙΟΤΗΤΕΣ — — — — — — — — — — — — — — — — — — — — — — — — — — — — — — — — — — — — — — —: [396, 12, 956, 1621]
headline-student-rally: Παμφοιτητική συγκέντρωσις σήμερον 11.30 π.μ. διὰ τὸ κυπριακόν: [200, 12, 372, 88]
headline-konya: ΕΠΙΜΗΘΗ ΕΙΣ ΙΚΟΝΙΟΝ Η ΜΝΗΜΗ ΤΟΥ ΙΔΡΥΤΟΥ ΤΟΥ ΤΑΓΜΑΤΟΣ ΤΩΝ ΔΕΡΒΙΣΩΝ: [968, 158, 1131, 197]
column-student-news: Παμφοιτητική συγκέντρωσις σήμερον 11.30 π.μ. διὰ τὸ κυπριακόν — — — — — — — — — — — — — — — — — — — — — — — — — — — — — — — — — — — — — — — — — — — — — — — — — — — — — — — — — — — — — — — — — — — — — — — — — — — — — — — — — Ἡ τελετὴ εἰσδοχῆς τῶν νέων φοιτητῶν — — — — — — — — — — — — — — — — — — — — — — — — — — — — — — — — — — — — — — — — — — — — — — — — — — — — — — — — — — — — — Ἐκτέλεσις θολῆς — — — — — — — — — — — — — — — — — — — — — — — — — — — — — — — — — — — — — — — — — — — — — — — — — — — — — — — — — — — — — — — — — — — — — — — — — — — — — — — — — — — — — — — — — — — — ΜΝΗΜΟΣΥΝΑ — — — — — — — — — — — — — — — — — — — — — — — — — — — — — — — — — — — — — — — — — — — — — — — — — — — — — — — — — — — — — — — — — — — — — — — — — — — — — — — — — — — — — — — — — — — — — — — — — — — — — — — — — ΚΗΔΕΙΑΙ — — — — — — — — — — — — — — — — — — — — — — — — — — — — — — — — — — — — — — — — — — — — — — — — — — — — — — — — — — — — — — — — — — — — — — — — — — — — — — — — — — — — — — — — — — — — — — — — — — — — — — — — — — — — — — — — — — — — — — — — — — — — — — — — — — — — — — — — — — — — — — — — — — — — — — — — — — — — — — — — — — — — — — — — — — — — — — — — — — — — — — — — — — — — — — — — — — — — — — — — — — — — — — — — — — — — — — — — — — — — — — — — — — — — — — — — — — — — — — — — — — — — — — — — — — — — — — — — — — — — — — — — — — — — — — — — — — — — — — — — — — — — — — — — — — — — — — — — — — — — — — — — — — — — — — — — — — — — — — — — — — — — — — — — — — — — — — — — — — — — — — — — — — — — — — — — — — — — — — — — — — — — — — — — — — ΨΗΦΙΣΜΑΤΑ — — — — — — — — — — — — — — — — — — — — — — — — — — — — — — — — — — — — — — — — — — — — — — — — — — — — — — — — — — — — — — — — — — — — — — — — — — — — — — — — — — — — — — — — — — — — — — — — — — — —: [188, 12, 384, 873]
subhead-phanar: ΣΥΓΧΑΡΗΤΗΡΙΑ ΕΙΣ ΦΑΝΑΡΙ: [790, 1039, 941, 1051]
kicker-fanaticism: ΤΑ ΑΠΟΤΕΛΕΣΜΑΤΑ ΤΟΥ ΦΑΝΑΤΙΣΜΟΥ: [471, 1136, 881, 1158]
subhead-larissa: ΕΙΣ ΤΑΣ ΠΕΡΙΞ ΤΗΣ ΛΑΡΙΣΑΣ: [1169, 1501, 1322, 1512]
headline-stone-age: Οἰκισμοὶ τῆς λιθίνης ἐποχῆς ἀπεκαλύφθησαν εἰς Τουρκίαν: [1165, 984, 1540, 1115]
kicker-tension: ΟΞΥΝΕΤΑΙ ΣΥΝΕΧΩΣ Η ΕΝΤΑΣΙΣ: [517, 560, 835, 582]
subhead-old-woman: ΕΦΟΝΕΥΘΗ ΓΡΑΙΑ: [1410, 1415, 1508, 1427]
deck-calcutta: ΕΚΑΤΟΝΤΑΔΕΣ ΟΙ ΤΡΑΥΜΑΤΙΑΙ.- 70.000 ΟΙ ΑΣΤΕΓΟΙ. - ΔΙΑΡΠΑΓΑΙ ΚΑΙ ΛΕΗΛΑΣΙΑΙ. - ΣΤΡΑΤΟΚΡΑΤΕΙΤΑΙ Η ΠΟΛΙΣ: [399, 1361, 954, 1422]
section-title-thanks: ΕΥΧΑΡΙΣΤΗΡΙΑ: [8, 519, 176, 556]
subhead-receptions: Θὰ δεχθοῦν: [8, 113, 91, 128]
subhead-thessaly: ΜΙΚΡΟΣ ΕΙΣ ΘΕΣΣΑΛΙΑΝ: [1180, 1426, 1311, 1438]
headline-attack-sub: εἰς τὴν συνεδρίασιν τῆς ἱερᾶς συνόδου: [441, 832, 911, 861]
deck-rusk: ΘΑ ΥΠΟΒΛΗΘΟΥΝ ΝΕΑΙ ΠΡΟΤΑΣΕΙΣ: [989, 73, 1110, 94]
headline-dei-protest: Α ΠΡΑΜΑΤΟΠΟΙΗΘΗ Η ΠΟΡΕΙΑ ΔΙΑΜΑΡΤΥΡΙΑΣ ΤΟΥ ΠΡΟΣΩΠΙΚΟΥ ΤΗΣ Δ.Ε.Η.: [979, 831, 1120, 883]
headline-attack-1: ΣΦΟΔΡΟΤΑΤΗ ΕΠΙΘΕΣΙΣ: [497, 582, 856, 683]
deck-nehru: ΠΑΡΕΛΥΣΕΝ Η ΑΡΙΣΤΕΡΑ ΧΕΙΡ ΚΑΙ Ο ΑΡΙΣΤΕΡΟΣ ΠΟΥΣ.- ΠΑΣΧΕΙ ΚΑΙ ΕΚ ΝΕΦΡΩΝ.- ΔΗΜΙΟΥΡΓΕΙΤΑΙ ΘΕΜΑ ΔΙΑΔΟΧΗΣ ΤΟΥ.-: [1150, 130, 1555, 186]
column-rule: [962, 6, 963, 2371]
subhead-160-dead: 160 ΟΙ ΝΕΚΡΟΙ: [784, 1464, 865, 1476]
meeting-photo: [396, 175, 956, 460]
subhead-engagements: Αρραβῶνες: [8, 57, 89, 72]
column-rule: [390, 6, 391, 2371]
headline-shakespeare: ΜΕ ΜΙΑΝ «ΗΛΕΚΤΡΟΝΙΚΗΝ ΣΥΣΚΕΥΗΝ» ΘΑ ΔΙΑΠΙΣΤΩΘΗ Η ΑΥΘΕΝΤΙΚΟΤΗΣ ΤΩΝ ΘΕΑΤΡΙΚΩΝ ΕΡΓΩΝ ΤΟΥ ΣΑΙΞΠΗΡ: [1172, 772, 1533, 859]
headline-shah-sister: Η ΑΔΕΛΦΗ ΤΟΥ ΣΑΧΟΥ ΕΙΣ ΧΟΓΚ ΚΟΓΚ: [970, 1152, 1129, 1178]
subhead-weddings: Μέλλοντες γάμοι: [8, 315, 129, 330]
